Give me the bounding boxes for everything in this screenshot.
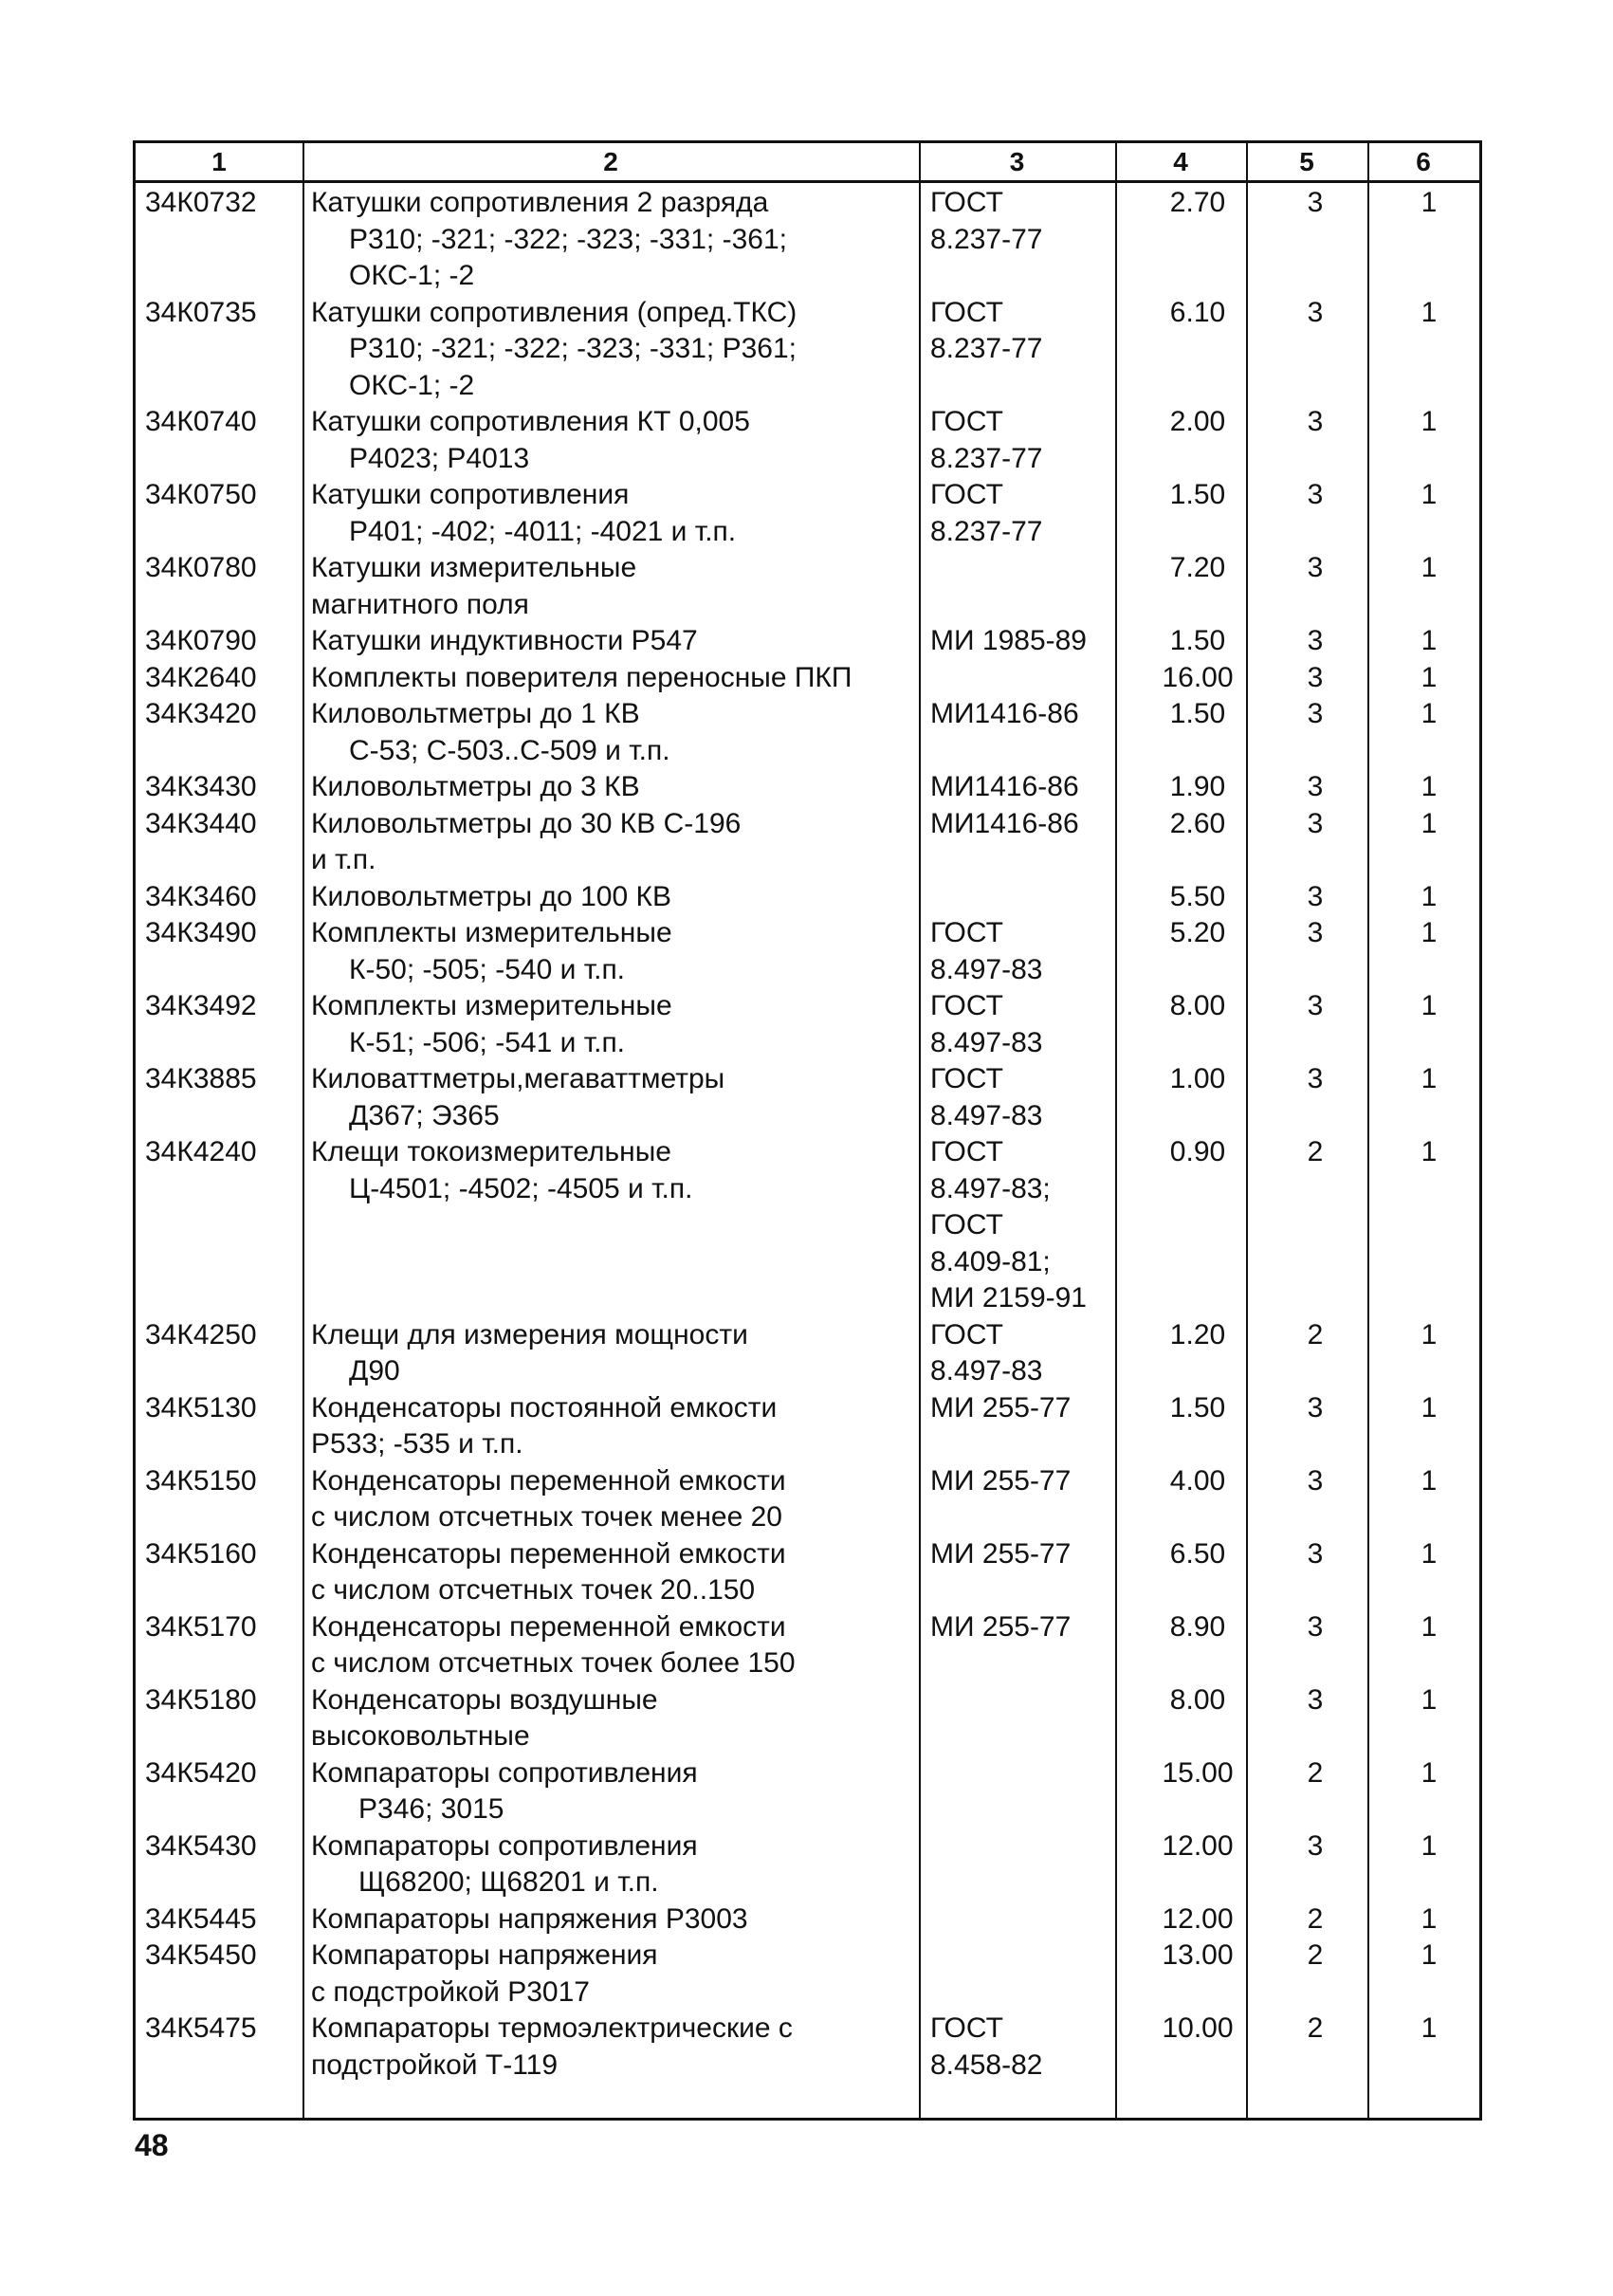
cell-document xyxy=(930,295,1042,368)
cell-code: 34К3440 xyxy=(145,807,257,839)
price-value: 12.00 xyxy=(1162,1829,1234,1862)
cell-document xyxy=(930,185,1042,258)
price-value: 8.00 xyxy=(1169,1683,1226,1716)
doc-line: ГОСТ xyxy=(930,1063,1003,1094)
doc-line: ГОСТ xyxy=(930,2012,1003,2044)
name-line: с числом отсчетных точек 20..150 xyxy=(311,1574,756,1606)
header-col-2: 2 xyxy=(603,147,618,176)
price-value: 12.00 xyxy=(1162,1902,1234,1935)
doc-line: МИ1416-86 xyxy=(930,698,1079,729)
cell-code: 34К5475 xyxy=(145,2012,257,2044)
cell-document xyxy=(930,1390,1071,1427)
doc-line: 8.409-81; xyxy=(930,1245,1051,1277)
cell-col6: 1 xyxy=(1421,917,1438,948)
name-line: Киловаттметры,мегаваттметры xyxy=(311,1063,725,1094)
table xyxy=(133,140,1482,2121)
cell-document xyxy=(930,806,1079,843)
cell-document xyxy=(930,1463,1071,1500)
cell-name xyxy=(311,660,852,697)
cell-col5: 3 xyxy=(1307,917,1324,948)
cell-col6: 1 xyxy=(1421,187,1438,218)
cell-col5: 3 xyxy=(1307,552,1324,583)
cell-name xyxy=(311,550,636,623)
cell-document xyxy=(930,404,1042,477)
name-line: Ц-4501; -4502; -4505 и т.п. xyxy=(349,1172,693,1204)
cell-name xyxy=(311,1390,777,1463)
table-row xyxy=(136,879,1479,916)
cell-code: 34К0732 xyxy=(145,187,257,218)
cell-name xyxy=(311,185,787,295)
cell-col5: 2 xyxy=(1307,1318,1324,1350)
doc-line: ГОСТ xyxy=(930,1318,1003,1350)
price-value: 2.60 xyxy=(1169,807,1226,839)
doc-line: ГОСТ xyxy=(930,479,1003,510)
doc-line: МИ 255-77 xyxy=(930,1537,1072,1570)
table-row xyxy=(136,477,1479,550)
cell-col6: 1 xyxy=(1421,880,1438,912)
table-row xyxy=(136,1463,1479,1536)
table-row xyxy=(136,1390,1479,1463)
cell-document xyxy=(930,2011,1042,2084)
cell-code: 34К5150 xyxy=(145,1464,257,1497)
name-line: с числом отсчетных точек менее 20 xyxy=(311,1501,782,1533)
cell-col6: 1 xyxy=(1421,1902,1438,1935)
name-line: Комплекты измерительные xyxy=(311,917,672,948)
price-value: 2.70 xyxy=(1169,187,1226,218)
cell-col6: 1 xyxy=(1421,698,1438,729)
cell-name xyxy=(311,1536,786,1609)
cell-col6: 1 xyxy=(1421,807,1438,839)
name-line: Р310; -321; -322; -323; -331; Р361; xyxy=(349,333,797,364)
table-row xyxy=(136,1755,1479,1828)
cell-col6: 1 xyxy=(1421,771,1438,802)
cell-code: 34К0735 xyxy=(145,296,257,328)
cell-col6: 1 xyxy=(1421,1063,1438,1094)
name-line: ОКС-1; -2 xyxy=(349,260,475,291)
cell-col5: 2 xyxy=(1307,1756,1324,1789)
doc-line: ГОСТ xyxy=(930,917,1003,948)
name-line: подстройкой Т-119 xyxy=(311,2048,559,2081)
price-value: 6.10 xyxy=(1169,296,1226,328)
name-line: К-51; -506; -541 и т.п. xyxy=(349,1026,626,1058)
cell-document xyxy=(930,477,1042,550)
doc-line: ГОСТ xyxy=(930,1209,1003,1240)
name-line: Р346; 3015 xyxy=(358,1793,504,1825)
cell-col6: 1 xyxy=(1421,1829,1438,1862)
cell-document xyxy=(930,1317,1042,1390)
name-line: Компараторы напряжения Р3003 xyxy=(311,1902,748,1935)
name-line: Киловольтметры до 100 КВ xyxy=(311,880,671,912)
cell-code: 34К5170 xyxy=(145,1610,257,1643)
cell-col5: 3 xyxy=(1307,698,1324,729)
cell-col5: 3 xyxy=(1307,1537,1324,1570)
cell-code: 34К2640 xyxy=(145,661,257,693)
price-value: 1.50 xyxy=(1169,479,1226,510)
name-line: с числом отсчетных точек более 150 xyxy=(311,1647,796,1679)
name-line: Катушки индуктивности Р547 xyxy=(311,625,698,656)
price-value: 1.50 xyxy=(1169,698,1226,729)
name-line: Конденсаторы переменной емкости xyxy=(311,1537,786,1570)
cell-col6: 1 xyxy=(1421,661,1438,693)
doc-line: 8.497-83; xyxy=(930,1172,1051,1204)
name-line: Компараторы напряжения xyxy=(311,1939,658,1971)
table-row xyxy=(136,1901,1479,1938)
cell-document xyxy=(930,623,1087,660)
table-row xyxy=(136,769,1479,806)
cell-name xyxy=(311,696,670,769)
doc-line: ГОСТ xyxy=(930,187,1003,218)
table-row xyxy=(136,1828,1479,1901)
cell-name xyxy=(311,1682,658,1755)
price-value: 1.50 xyxy=(1169,1391,1226,1424)
doc-line: 8.497-83 xyxy=(930,1355,1043,1387)
cell-col6: 1 xyxy=(1421,2012,1438,2044)
table-row xyxy=(136,1938,1479,2011)
price-value: 1.00 xyxy=(1169,1063,1226,1094)
cell-col5: 3 xyxy=(1307,1683,1324,1716)
name-line: Клещи для измерения мощности xyxy=(311,1318,748,1350)
cell-col5: 2 xyxy=(1307,1136,1324,1167)
doc-line: ГОСТ xyxy=(930,990,1003,1021)
cell-col5: 3 xyxy=(1307,1464,1324,1497)
table-body xyxy=(136,185,1479,2084)
cell-col6: 1 xyxy=(1421,1464,1438,1497)
name-line: ОКС-1; -2 xyxy=(349,369,475,401)
name-line: Конденсаторы воздушные xyxy=(311,1683,658,1716)
doc-line: МИ 2159-91 xyxy=(930,1282,1087,1313)
table-row xyxy=(136,1609,1479,1682)
table-row xyxy=(136,404,1479,477)
cell-name xyxy=(311,879,671,916)
cell-name xyxy=(311,1828,698,1901)
cell-code: 34К0750 xyxy=(145,479,257,510)
cell-col6: 1 xyxy=(1421,1756,1438,1789)
header-col-3: 3 xyxy=(1009,147,1025,176)
name-line: Конденсаторы переменной емкости xyxy=(311,1464,786,1497)
price-value: 1.50 xyxy=(1169,625,1226,656)
name-line: Комплекты измерительные xyxy=(311,990,672,1021)
cell-code: 34К3420 xyxy=(145,698,257,729)
price-value: 15.00 xyxy=(1162,1756,1234,1789)
cell-col6: 1 xyxy=(1421,552,1438,583)
cell-col6: 1 xyxy=(1421,1939,1438,1971)
price-value: 1.20 xyxy=(1169,1318,1226,1350)
name-line: Компараторы сопротивления xyxy=(311,1829,698,1862)
cell-name xyxy=(311,1901,748,1938)
price-value: 13.00 xyxy=(1162,1939,1234,1971)
price-value: 0.90 xyxy=(1169,1136,1226,1167)
doc-line: МИ 255-77 xyxy=(930,1464,1072,1497)
cell-col6: 1 xyxy=(1421,625,1438,656)
cell-name xyxy=(311,1134,692,1207)
name-line: Катушки измерительные xyxy=(311,552,637,583)
name-line: К-50; -505; -540 и т.п. xyxy=(349,953,626,985)
cell-col5: 3 xyxy=(1307,990,1324,1021)
cell-col5: 3 xyxy=(1307,187,1324,218)
page-number: 48 xyxy=(135,2128,169,2162)
doc-line: 8.237-77 xyxy=(930,442,1043,474)
cell-code: 34К3430 xyxy=(145,771,257,802)
table-row xyxy=(136,1536,1479,1609)
cell-code: 34К3885 xyxy=(145,1063,257,1094)
cell-name xyxy=(311,1317,748,1390)
header-col-4: 4 xyxy=(1173,147,1188,176)
name-line: Компараторы термоэлектрические с xyxy=(311,2012,793,2044)
cell-name xyxy=(311,806,741,879)
doc-line: МИ1416-86 xyxy=(930,807,1079,839)
cell-col5: 3 xyxy=(1307,661,1324,693)
cell-col6: 1 xyxy=(1421,1136,1438,1167)
header-col-6: 6 xyxy=(1416,147,1431,176)
name-line: Киловольтметры до 3 КВ xyxy=(311,771,640,802)
price-value: 16.00 xyxy=(1162,661,1234,693)
cell-document xyxy=(930,1134,1087,1317)
table-header xyxy=(136,143,1479,183)
cell-code: 34К5180 xyxy=(145,1683,257,1716)
cell-name xyxy=(311,915,672,988)
name-line: С-53; С-503..С-509 и т.п. xyxy=(349,734,670,766)
name-line: Киловольтметры до 1 КВ xyxy=(311,698,640,729)
price-value: 6.50 xyxy=(1169,1537,1226,1570)
cell-col5: 3 xyxy=(1307,771,1324,802)
name-line: Компараторы сопротивления xyxy=(311,1756,698,1789)
cell-col6: 1 xyxy=(1421,296,1438,328)
name-line: и т.п. xyxy=(311,844,376,875)
cell-col6: 1 xyxy=(1421,1537,1438,1570)
doc-line: ГОСТ xyxy=(930,406,1003,437)
doc-line: ГОСТ xyxy=(930,296,1003,328)
price-value: 4.00 xyxy=(1169,1464,1226,1497)
cell-document xyxy=(930,988,1042,1061)
price-value: 10.00 xyxy=(1162,2012,1234,2044)
cell-col5: 3 xyxy=(1307,406,1324,437)
cell-col6: 1 xyxy=(1421,990,1438,1021)
cell-name xyxy=(311,1938,658,2011)
cell-code: 34К3460 xyxy=(145,880,257,912)
name-line: Конденсаторы постоянной емкости xyxy=(311,1391,778,1424)
table-row xyxy=(136,1682,1479,1755)
name-line: Катушки сопротивления КТ 0,005 xyxy=(311,406,750,437)
price-value: 7.20 xyxy=(1169,552,1226,583)
cell-code: 34К5430 xyxy=(145,1829,257,1862)
doc-line: 8.497-83 xyxy=(930,953,1043,985)
doc-line: 8.458-82 xyxy=(930,2048,1043,2081)
cell-code: 34К5420 xyxy=(145,1756,257,1789)
cell-document xyxy=(930,1061,1042,1134)
cell-code: 34К0780 xyxy=(145,552,257,583)
cell-name xyxy=(311,2011,793,2084)
table-row xyxy=(136,2011,1479,2084)
table-row xyxy=(136,1061,1479,1134)
price-value: 5.50 xyxy=(1169,880,1226,912)
name-line: Д90 xyxy=(349,1355,400,1387)
name-line: Комплекты поверителя переносные ПКП xyxy=(311,661,852,693)
header-col-1: 1 xyxy=(211,147,227,176)
cell-col5: 3 xyxy=(1307,1063,1324,1094)
cell-col5: 2 xyxy=(1307,2012,1324,2044)
cell-col6: 1 xyxy=(1421,1610,1438,1643)
doc-line: 8.497-83 xyxy=(930,1026,1043,1058)
name-line: магнитного поля xyxy=(311,588,529,620)
cell-code: 34К5130 xyxy=(145,1391,257,1424)
cell-code: 34К0740 xyxy=(145,406,257,437)
cell-document xyxy=(930,769,1079,806)
doc-line: МИ1416-86 xyxy=(930,771,1079,802)
price-value: 8.90 xyxy=(1169,1610,1226,1643)
doc-line: МИ 255-77 xyxy=(930,1610,1072,1643)
doc-line: 8.497-83 xyxy=(930,1099,1043,1131)
name-line: Р401; -402; -4011; -4021 и т.п. xyxy=(349,515,737,547)
price-value: 5.20 xyxy=(1169,917,1226,948)
table-row xyxy=(136,660,1479,697)
cell-col6: 1 xyxy=(1421,1318,1438,1350)
cell-col6: 1 xyxy=(1421,1391,1438,1424)
doc-line: 8.237-77 xyxy=(930,515,1043,547)
cell-name xyxy=(311,988,672,1061)
cell-name xyxy=(311,295,797,405)
price-value: 1.90 xyxy=(1169,771,1226,802)
cell-code: 34К4250 xyxy=(145,1318,257,1350)
header-col-5: 5 xyxy=(1299,147,1314,176)
name-line: Катушки сопротивления (опред.ТКС) xyxy=(311,296,797,328)
cell-code: 34К5445 xyxy=(145,1902,257,1935)
doc-line: 8.237-77 xyxy=(930,223,1043,255)
name-line: Р533; -535 и т.п. xyxy=(311,1428,523,1460)
cell-col5: 3 xyxy=(1307,296,1324,328)
cell-name xyxy=(311,404,750,477)
cell-name xyxy=(311,1061,724,1134)
price-value: 8.00 xyxy=(1169,990,1226,1021)
name-line: Р310; -321; -322; -323; -331; -361; xyxy=(349,223,787,255)
name-line: с подстройкой Р3017 xyxy=(311,1975,590,2008)
cell-name xyxy=(311,623,698,660)
table-row xyxy=(136,1134,1479,1317)
table-row xyxy=(136,696,1479,769)
cell-code: 34К3492 xyxy=(145,990,257,1021)
cell-name xyxy=(311,1463,786,1536)
cell-code: 34К5160 xyxy=(145,1537,257,1570)
doc-line: МИ 1985-89 xyxy=(930,625,1087,656)
cell-document xyxy=(930,1609,1071,1646)
name-line: Щ68200; Щ68201 и т.п. xyxy=(358,1866,659,1898)
cell-code: 34К5450 xyxy=(145,1939,257,1971)
cell-document xyxy=(930,696,1079,733)
cell-col5: 2 xyxy=(1307,1939,1324,1971)
doc-line: 8.237-77 xyxy=(930,333,1043,364)
name-line: Д367; Э365 xyxy=(349,1099,500,1131)
cell-col6: 1 xyxy=(1421,406,1438,437)
table-row xyxy=(136,1317,1479,1390)
cell-col5: 3 xyxy=(1307,1391,1324,1424)
cell-document xyxy=(930,1536,1071,1573)
cell-col6: 1 xyxy=(1421,1683,1438,1716)
cell-name xyxy=(311,769,640,806)
doc-line: ГОСТ xyxy=(930,1136,1003,1167)
table-row xyxy=(136,915,1479,988)
name-line: Катушки сопротивления 2 разряда xyxy=(311,187,769,218)
table-row xyxy=(136,988,1479,1061)
cell-col5: 3 xyxy=(1307,1610,1324,1643)
cell-name xyxy=(311,477,736,550)
price-value: 2.00 xyxy=(1169,406,1226,437)
cell-col5: 2 xyxy=(1307,1902,1324,1935)
cell-col5: 3 xyxy=(1307,880,1324,912)
doc-line: МИ 255-77 xyxy=(930,1391,1072,1424)
cell-col6: 1 xyxy=(1421,479,1438,510)
name-line: Катушки сопротивления xyxy=(311,479,630,510)
cell-col5: 3 xyxy=(1307,1829,1324,1862)
name-line: Киловольтметры до 30 КВ С-196 xyxy=(311,807,742,839)
table-row xyxy=(136,806,1479,879)
cell-document xyxy=(930,915,1042,988)
table-row xyxy=(136,623,1479,660)
name-line: Р4023; Р4013 xyxy=(349,442,530,474)
table-row xyxy=(136,185,1479,295)
cell-col5: 3 xyxy=(1307,479,1324,510)
cell-name xyxy=(311,1609,796,1682)
cell-code: 34К0790 xyxy=(145,625,257,656)
cell-code: 34К3490 xyxy=(145,917,257,948)
name-line: высоковольтные xyxy=(311,1720,530,1752)
cell-col5: 3 xyxy=(1307,625,1324,656)
table-row xyxy=(136,550,1479,623)
cell-name xyxy=(311,1755,698,1828)
table-row xyxy=(136,295,1479,405)
cell-col5: 3 xyxy=(1307,807,1324,839)
cell-code: 34К4240 xyxy=(145,1136,257,1167)
name-line: Клещи токоизмерительные xyxy=(311,1136,671,1167)
name-line: Конденсаторы переменной емкости xyxy=(311,1610,786,1643)
